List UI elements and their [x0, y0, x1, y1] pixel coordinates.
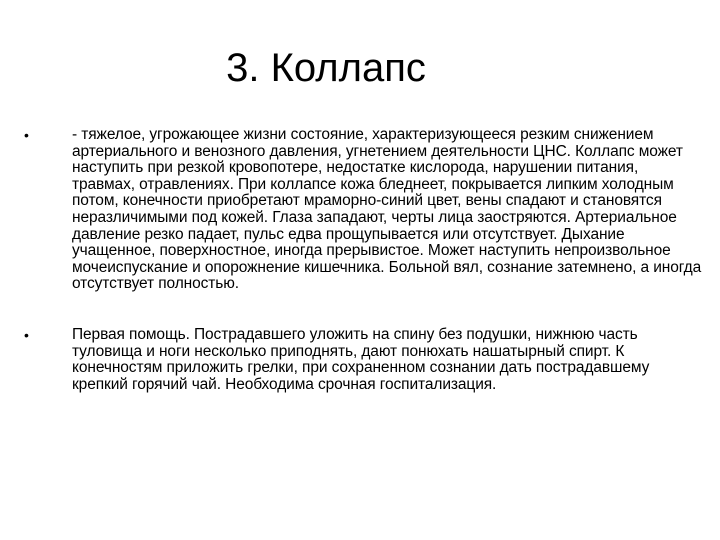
slide-title: 3. Коллапс [226, 46, 426, 90]
bullet-marker: • [24, 326, 29, 343]
bullet-marker: • [24, 127, 29, 143]
bullet-item-description [24, 127, 704, 293]
bullet-text-first-aid: Первая помощь. Пострадавшего уложить на спину без подушки, нижнюю часть туловища и ноги несколько приподнять, дают понюхать нашатырный спирт. К конечностям приложить грелки, при сохраненном сознании дать пострадавшему крепкий горячий чай. Необходима срочная госпитализация. [72, 325, 650, 393]
bullet-list [24, 127, 704, 393]
bullet-text-description: - тяжелое, угрожающее жизни состояние, характеризующееся резким снижением артериального и венозного давления, угнетением деятельности ЦНС. Коллапс может наступить при резкой кровопотере, недостатке кислорода, нарушении питания, травмах, отравлениях. При коллапсе кожа бледнеет, покрывается липким холодным потом, конечности приобретают мраморно-синий цвет, вены спадают и становятся неразличимыми под кожей. Глаза западают, черты лица заостряются. Артериальное давление резко падает, пульс едва прощупывается или отсутствует. Дыхание учащенное, поверхностное, иногда прерывистое. Может наступить непроизвольное мочеиспускание и опорожнение кишечника. Больной вял, сознание затемнено, а иногда отсутствует полностью. [72, 126, 702, 293]
bullet-item-first-aid [24, 327, 704, 393]
